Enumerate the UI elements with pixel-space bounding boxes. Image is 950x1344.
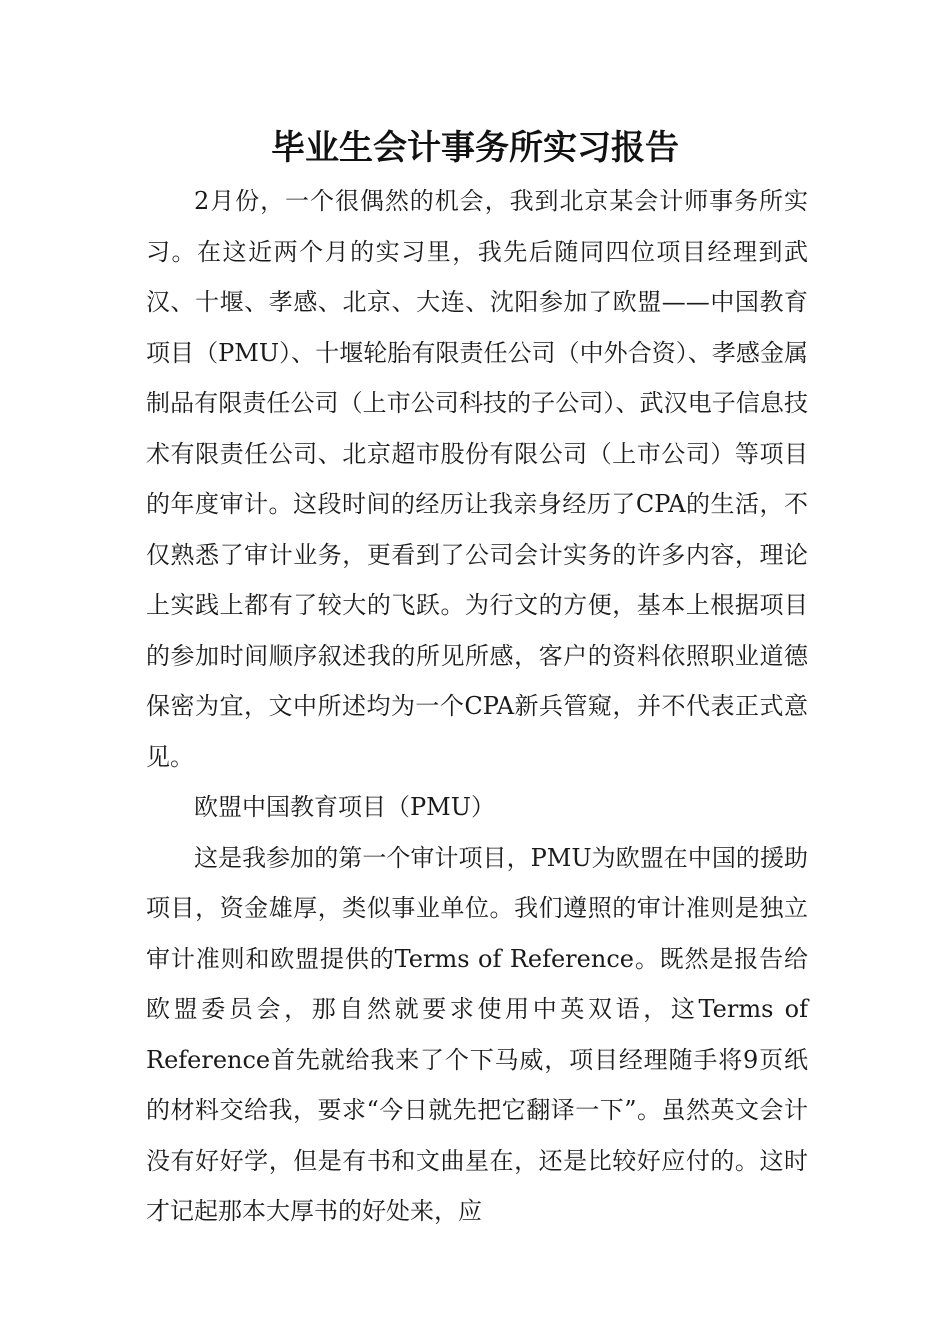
paragraph-intro: 2月份，一个很偶然的机会，我到北京某会计师事务所实习。在这近两个月的实习里，我先后随同四位项目经理到武汉、十堰、孝感、北京、大连、沈阳参加了欧盟——中国教育项目（PMU）、十堰轮胎有限责任公司（中外合资）、孝感金属制品有限责任公司（上市公司科技的子公司）、武汉电子信息技术有限责任公司、北京超市股份有限公司（上市公司）等项目的年度审计。这段时间的经历让我亲身经历了CPA的生活，不仅熟悉了审计业务，更看到了公司会计实务的许多内容，理论上实践上都有了较大的飞跃。为行文的方便，基本上根据项目的参加时间顺序叙述我的所见所感，客户的资料依照职业道德保密为宜，文中所述均为一个CPA新兵管窥，并不代表正式意见。 (146, 187, 808, 771)
section-heading-pmu: 欧盟中国教育项目（PMU） (194, 793, 495, 821)
paragraph-pmu: 这是我参加的第一个审计项目，PMU为欧盟在中国的援助项目，资金雄厚，类似事业单位。我们遵照的审计准则是独立审计准则和欧盟提供的Terms of Reference。既然是报告给欧盟委员会，那自然就要求使用中英双语，这Terms of Reference首先就给我来了个下马威，项目经理随手将9页纸的材料交给我，要求“今日就先把它翻译一下”。虽然英文会计没有好好学，但是有书和文曲星在，还是比较好应付的。这时才记起那本大厚书的好处来，应 (146, 843, 808, 1225)
document-body (146, 176, 808, 1237)
document-title: 毕业生会计事务所实习报告 (271, 128, 679, 168)
